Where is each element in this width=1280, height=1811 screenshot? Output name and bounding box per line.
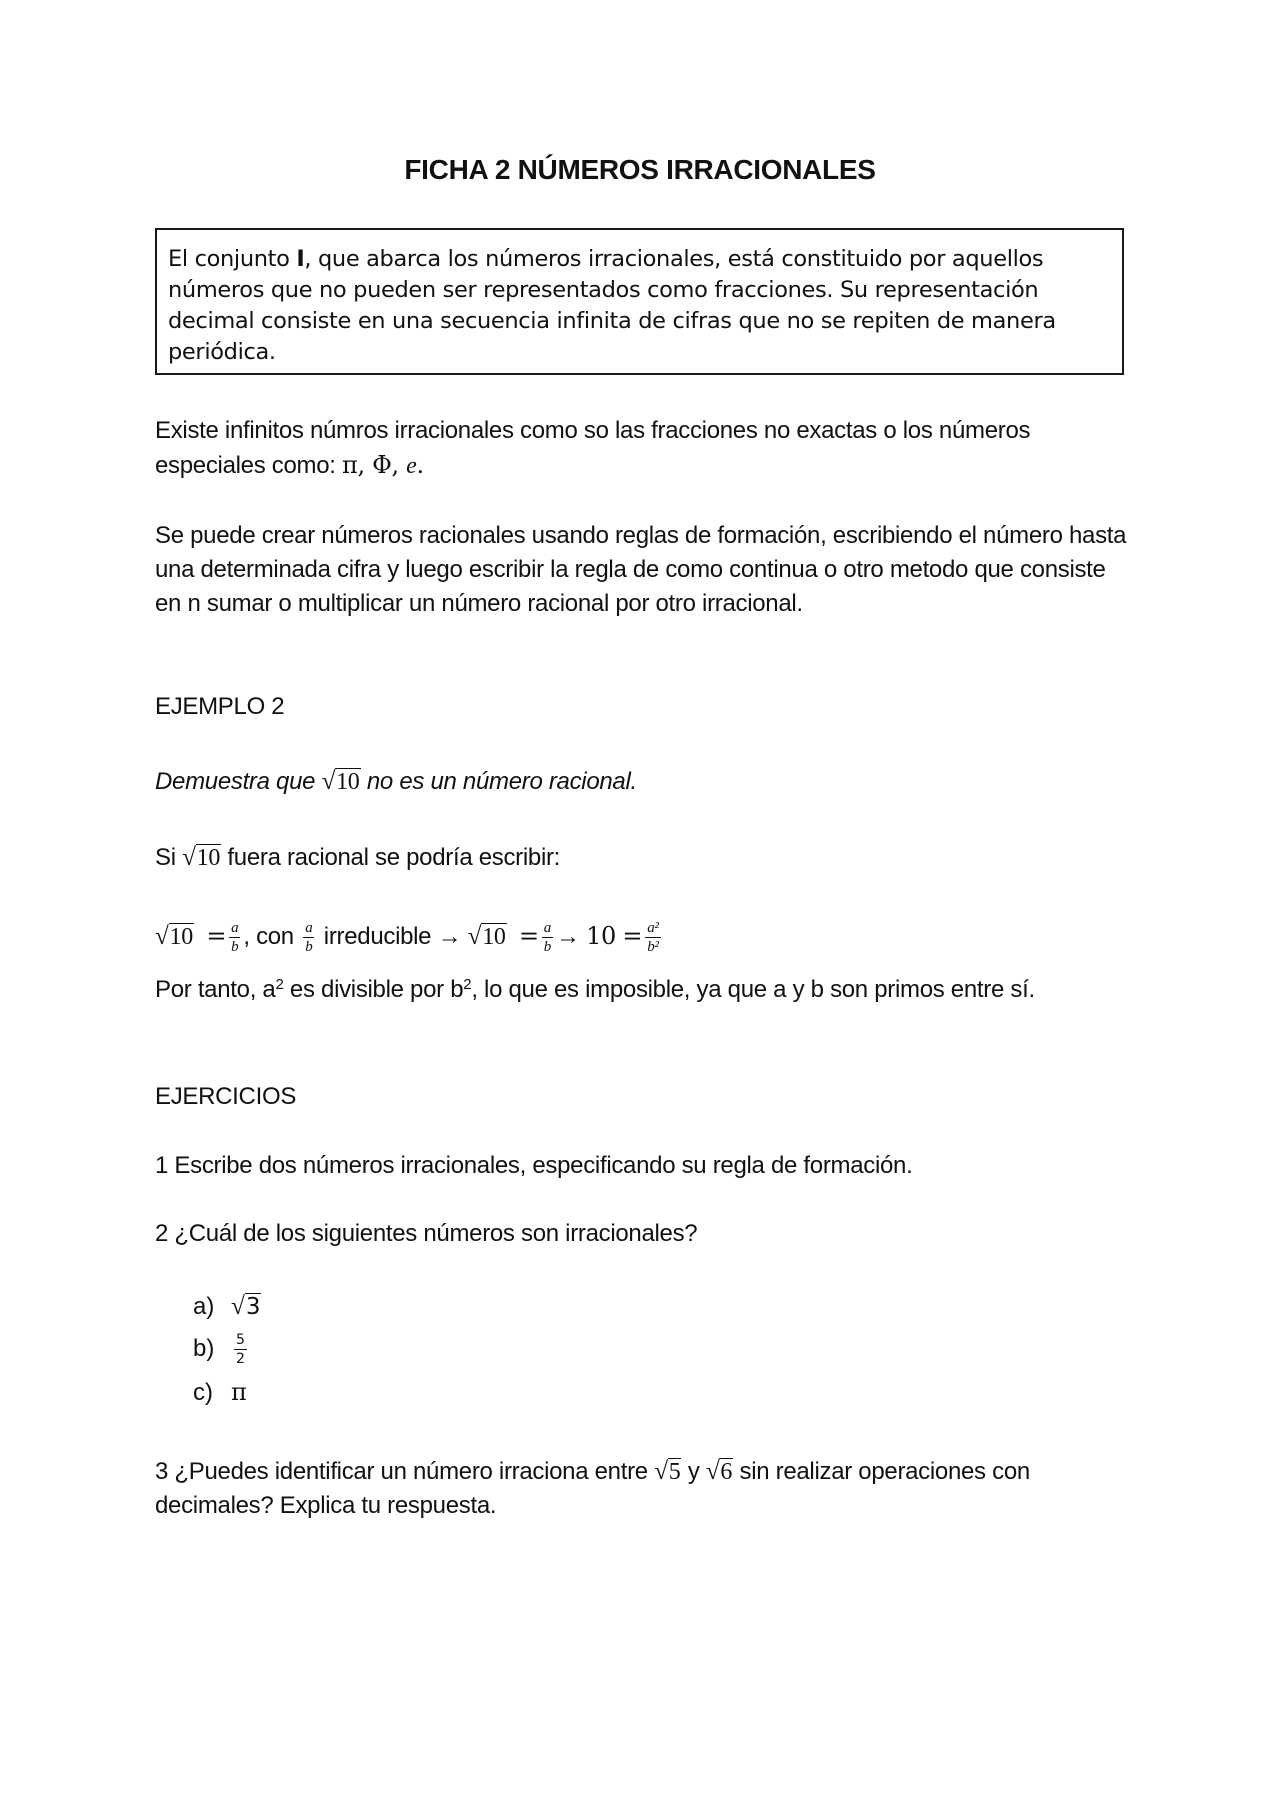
fraction-5-2: $\frac{5}{2}$ [236, 1332, 245, 1367]
sqrt-3: √3 [231, 1293, 261, 1320]
example-conclusion: Por tanto, $a^2$ es divisible por $b^2$, lo que es imposible, ya que a y b son primos entre sí. [155, 976, 1035, 1003]
example-intro: Si √10 fuera racional se podría escribir: [155, 841, 1135, 875]
sqrt-5: √5 [654, 1458, 681, 1485]
definition-box [155, 228, 1124, 375]
option-a: a) √3 [193, 1293, 261, 1320]
page-title: FICHA 2 NÚMEROS IRRACIONALES [404, 154, 876, 185]
fraction-a-b: $\frac{a}{b}$ [231, 919, 239, 955]
sqrt-10: √10 [182, 844, 221, 871]
example-heading: EJEMPLO 2 [155, 693, 285, 720]
example-equation: √10 = $\frac{a}{b}$ , con $\frac{a}{b}$ irreducible → √10 = $\frac{a}{b}$ → 10 = $\frac{\text{a²}}{\text{b²}}$ [155, 916, 1135, 957]
fraction-a2-b2: $\frac{\text{a²}}{\text{b²}}$ [647, 919, 659, 955]
paragraph-formation-rules: Se puede crear números racionales usando reglas de formación, escribiendo el número hasta una determinada cifra y luego escribir la regla de como continua o otro metodo que consiste en n sumar o multiplicar un número racional por otro irracional. [155, 522, 1127, 617]
exercise-2: 2 ¿Cuál de los siguientes números son irracionales? [155, 1220, 698, 1247]
option-c: c) π [193, 1378, 247, 1406]
fraction-a-b: $\frac{a}{b}$ [305, 919, 313, 955]
definition-text: El conjunto I, que abarca los números irracionales, está constituido por aquellos números que no pueden ser representados como fracciones. Su representación decimal consiste en una secuencia infinita de cifras que no se repiten de manera periódica. [168, 246, 1056, 365]
sqrt-10: √10 [155, 923, 193, 950]
example-statement: Demuestra que √10 no es un número racional. [155, 765, 1135, 799]
paragraph-irrational-examples: Existe infinitos númros irracionales como so las fracciones no exactas o los números especiales como: π, Φ, e. [155, 417, 1031, 479]
fraction-a-b: $\frac{a}{b}$ [543, 919, 551, 955]
option-b: b) $\frac{5}{2}$ [193, 1332, 245, 1367]
sqrt-10: √10 [321, 768, 360, 795]
set-symbol: I [296, 246, 305, 272]
sqrt-6: √6 [705, 1458, 733, 1485]
exercise-3: 3 ¿Puedes identificar un número irraciona entre √5 y √6 sin realizar operaciones con decimales? Explica tu respuesta. [155, 1455, 1135, 1523]
exercises-heading: EJERCICIOS [155, 1083, 297, 1110]
exercise-1: 1 Escribe dos números irracionales, especificando su regla de formación. [155, 1152, 913, 1179]
pi-symbol: π [231, 1378, 247, 1406]
sqrt-10: √10 [467, 923, 506, 950]
